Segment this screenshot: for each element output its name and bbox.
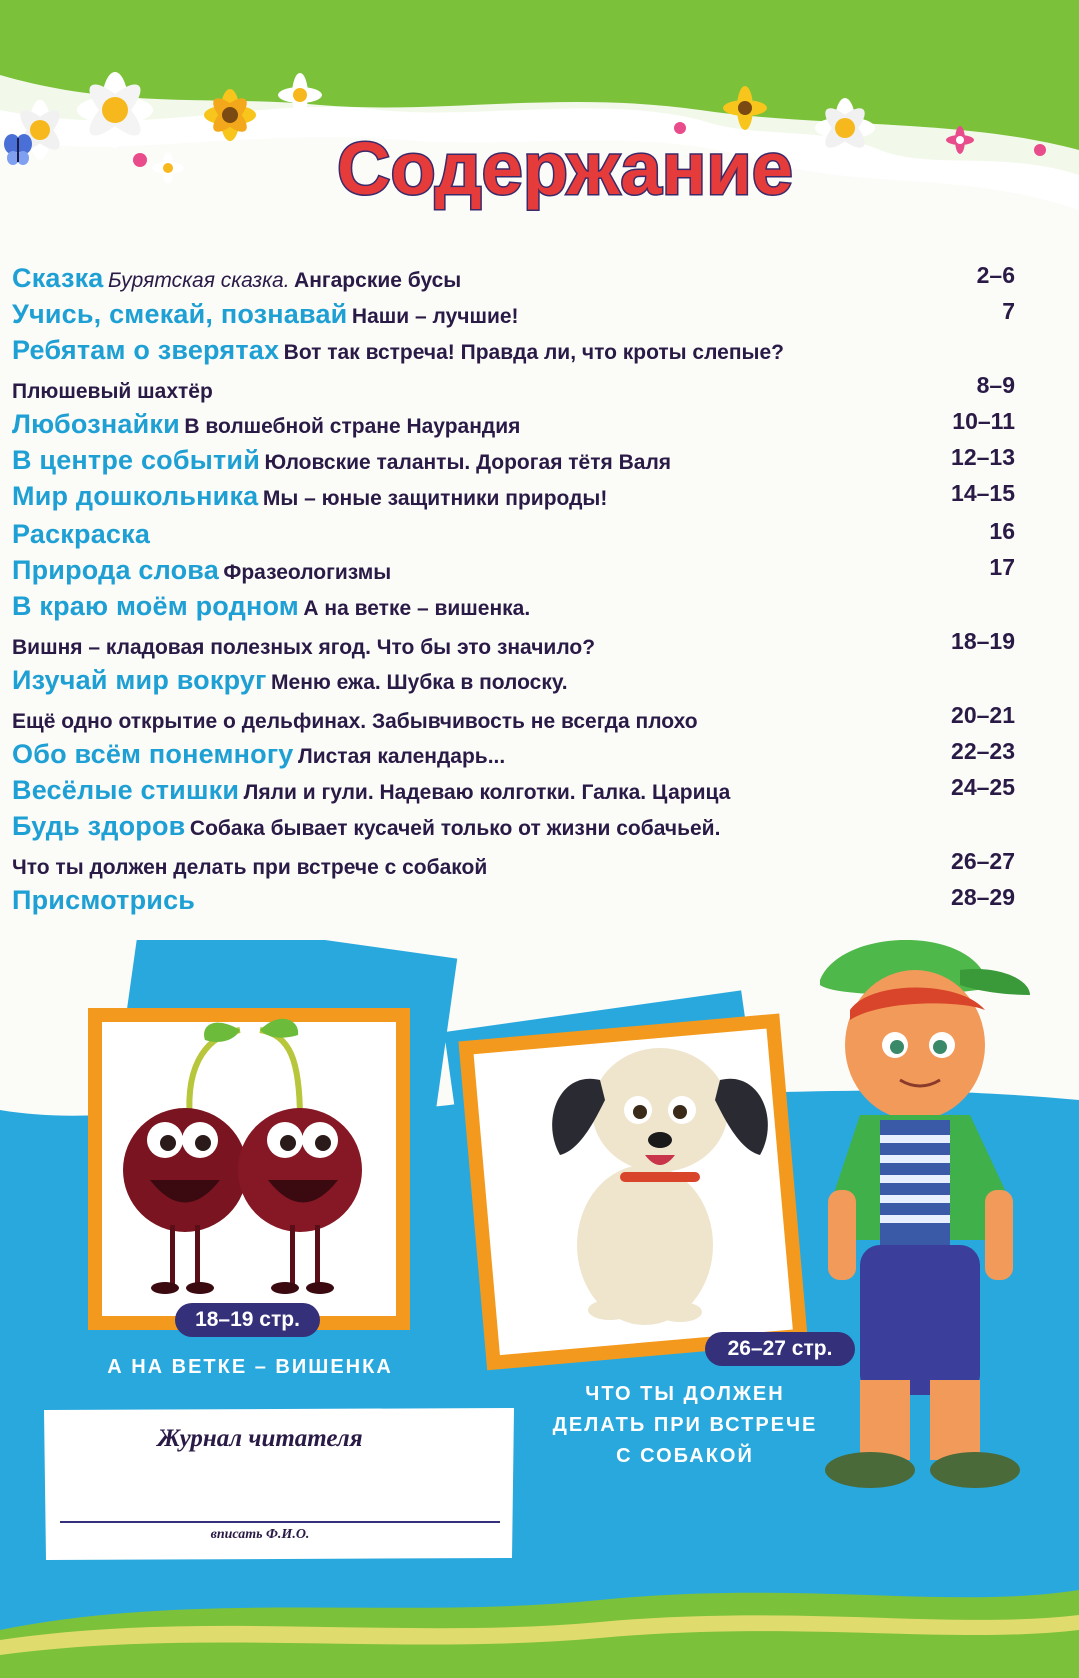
dog-caption-line: ДЕЛАТЬ ПРИ ВСТРЕЧЕ <box>552 1414 818 1436</box>
toc-article: Ляли и гули. Надеваю колготки. Галка. Царица <box>243 781 731 804</box>
toc-entry <box>12 445 671 476</box>
toc-article: Вот так встреча! Правда ли, что кроты слепые? <box>283 341 784 364</box>
toc-row[interactable] <box>12 884 1015 918</box>
toc-page-number: 8–9 <box>976 372 1015 398</box>
page-title <box>330 118 800 233</box>
toc-row[interactable] <box>12 408 1015 442</box>
toc-article: Листая календарь... <box>297 745 506 768</box>
toc-section: В краю моём родном <box>12 591 299 621</box>
dog-page-badge[interactable]: 26–27 стр. <box>705 1332 855 1366</box>
toc-entry <box>12 665 568 696</box>
toc-section: Природа слова <box>12 555 219 585</box>
toc-page-number: 24–25 <box>951 774 1015 800</box>
dog-card <box>444 990 808 1370</box>
toc-row[interactable] <box>12 810 1015 844</box>
toc-entry <box>12 380 213 404</box>
toc-section: Любознайки <box>12 409 180 439</box>
illustration-area <box>0 940 1079 1678</box>
toc-section: Обо всём понемногу <box>12 739 294 769</box>
toc-page-number: 7 <box>1002 298 1015 324</box>
toc-article: Меню ежа. Шубка в полоску. <box>271 671 568 694</box>
toc-entry <box>12 481 607 512</box>
toc-entry <box>12 263 461 294</box>
toc-row[interactable] <box>12 848 1015 882</box>
toc-row[interactable] <box>12 262 1015 296</box>
cherry-card <box>88 940 457 1330</box>
toc-entry <box>12 335 784 366</box>
toc-entry <box>12 636 595 660</box>
toc-article: А на ветке – вишенка. <box>303 597 531 620</box>
toc-article: Мы – юные защитники природы! <box>262 487 608 510</box>
toc-section: Раскраска <box>12 519 151 549</box>
toc-row[interactable] <box>12 554 1015 588</box>
toc-section: В центре событий <box>12 445 261 475</box>
toc-article: Наши – лучшие! <box>351 305 519 328</box>
toc-row[interactable] <box>12 664 1015 698</box>
toc-article: Вишня – кладовая полезных ягод. Что бы это значило? <box>12 636 596 659</box>
toc-entry <box>12 885 195 916</box>
toc-entry <box>12 775 730 806</box>
toc-article: Плюшевый шахтёр <box>12 380 213 403</box>
toc-row[interactable] <box>12 738 1015 772</box>
toc-article: Ещё одно открытие о дельфинах. Забывчивость не всегда плохо <box>12 710 698 733</box>
toc-row[interactable] <box>12 480 1015 514</box>
toc-entry <box>12 299 519 330</box>
dog-caption-line: ЧТО ТЫ ДОЛЖЕН <box>585 1383 785 1405</box>
toc-row[interactable] <box>12 334 1015 368</box>
svg-text:Содержание: Содержание <box>337 127 793 210</box>
toc-page-number: 12–13 <box>951 444 1015 470</box>
toc-section: Изучай мир вокруг <box>12 665 267 695</box>
toc-page-number: 2–6 <box>976 262 1015 288</box>
toc-section: Сказка <box>12 263 104 293</box>
toc-article: В волшебной стране Наурандия <box>184 415 521 438</box>
toc-row[interactable] <box>12 298 1015 332</box>
toc-page-number: 17 <box>989 554 1015 580</box>
toc-page-number: 16 <box>989 518 1015 544</box>
toc-section: Ребятам о зверятах <box>12 335 280 365</box>
toc-page-number: 14–15 <box>951 480 1015 506</box>
toc-section: Весёлые стишки <box>12 775 240 805</box>
toc-page-number: 26–27 <box>951 848 1015 874</box>
toc-entry <box>12 739 505 770</box>
toc-section: Будь здоров <box>12 811 186 841</box>
toc-row[interactable] <box>12 702 1015 736</box>
toc-page-number: 18–19 <box>951 628 1015 654</box>
dog-caption-line: С СОБАКОЙ <box>616 1445 754 1467</box>
toc-entry <box>12 811 720 842</box>
toc-page-number: 22–23 <box>951 738 1015 764</box>
toc-article: Ангарские бусы <box>294 269 462 292</box>
journal-name-hint[interactable]: вписать Ф.И.О. <box>210 1527 310 1542</box>
toc-section: Мир дошкольника <box>12 481 259 511</box>
toc-article: Юловские таланты. Дорогая тётя Валя <box>264 451 672 474</box>
dog-caption <box>520 1379 850 1472</box>
toc-page-number: 20–21 <box>951 702 1015 728</box>
toc-article: Фразеологизмы <box>223 561 392 584</box>
toc-subtitle: Бурятская сказка. <box>107 269 290 292</box>
toc-row[interactable] <box>12 590 1015 624</box>
toc-row[interactable] <box>12 372 1015 406</box>
toc-entry <box>12 519 150 550</box>
toc-row[interactable] <box>12 628 1015 662</box>
butterfly-icon <box>4 134 32 165</box>
toc-article: Собака бывает кусачей только от жизни собачьей. <box>189 817 721 840</box>
toc-section: Учись, смекай, познавай <box>12 299 348 329</box>
toc-row[interactable] <box>12 518 1015 552</box>
toc-entry <box>12 555 391 586</box>
toc-page-number: 10–11 <box>952 408 1015 434</box>
toc-entry <box>12 591 530 622</box>
toc-row[interactable] <box>12 774 1015 808</box>
toc-section: Присмотрись <box>12 885 196 915</box>
toc-page-number: 28–29 <box>951 884 1015 910</box>
toc-entry <box>12 710 698 734</box>
cherry-page-badge[interactable]: 18–19 стр. <box>175 1303 320 1337</box>
toc-article: Что ты должен делать при встрече с собакой <box>12 856 488 879</box>
toc-entry <box>12 856 487 880</box>
cherry-caption: А НА ВЕТКЕ – ВИШЕНКА <box>107 1356 393 1378</box>
toc-row[interactable] <box>12 444 1015 478</box>
toc-entry <box>12 409 520 440</box>
journal-title: Журнал читателя <box>157 1425 363 1452</box>
